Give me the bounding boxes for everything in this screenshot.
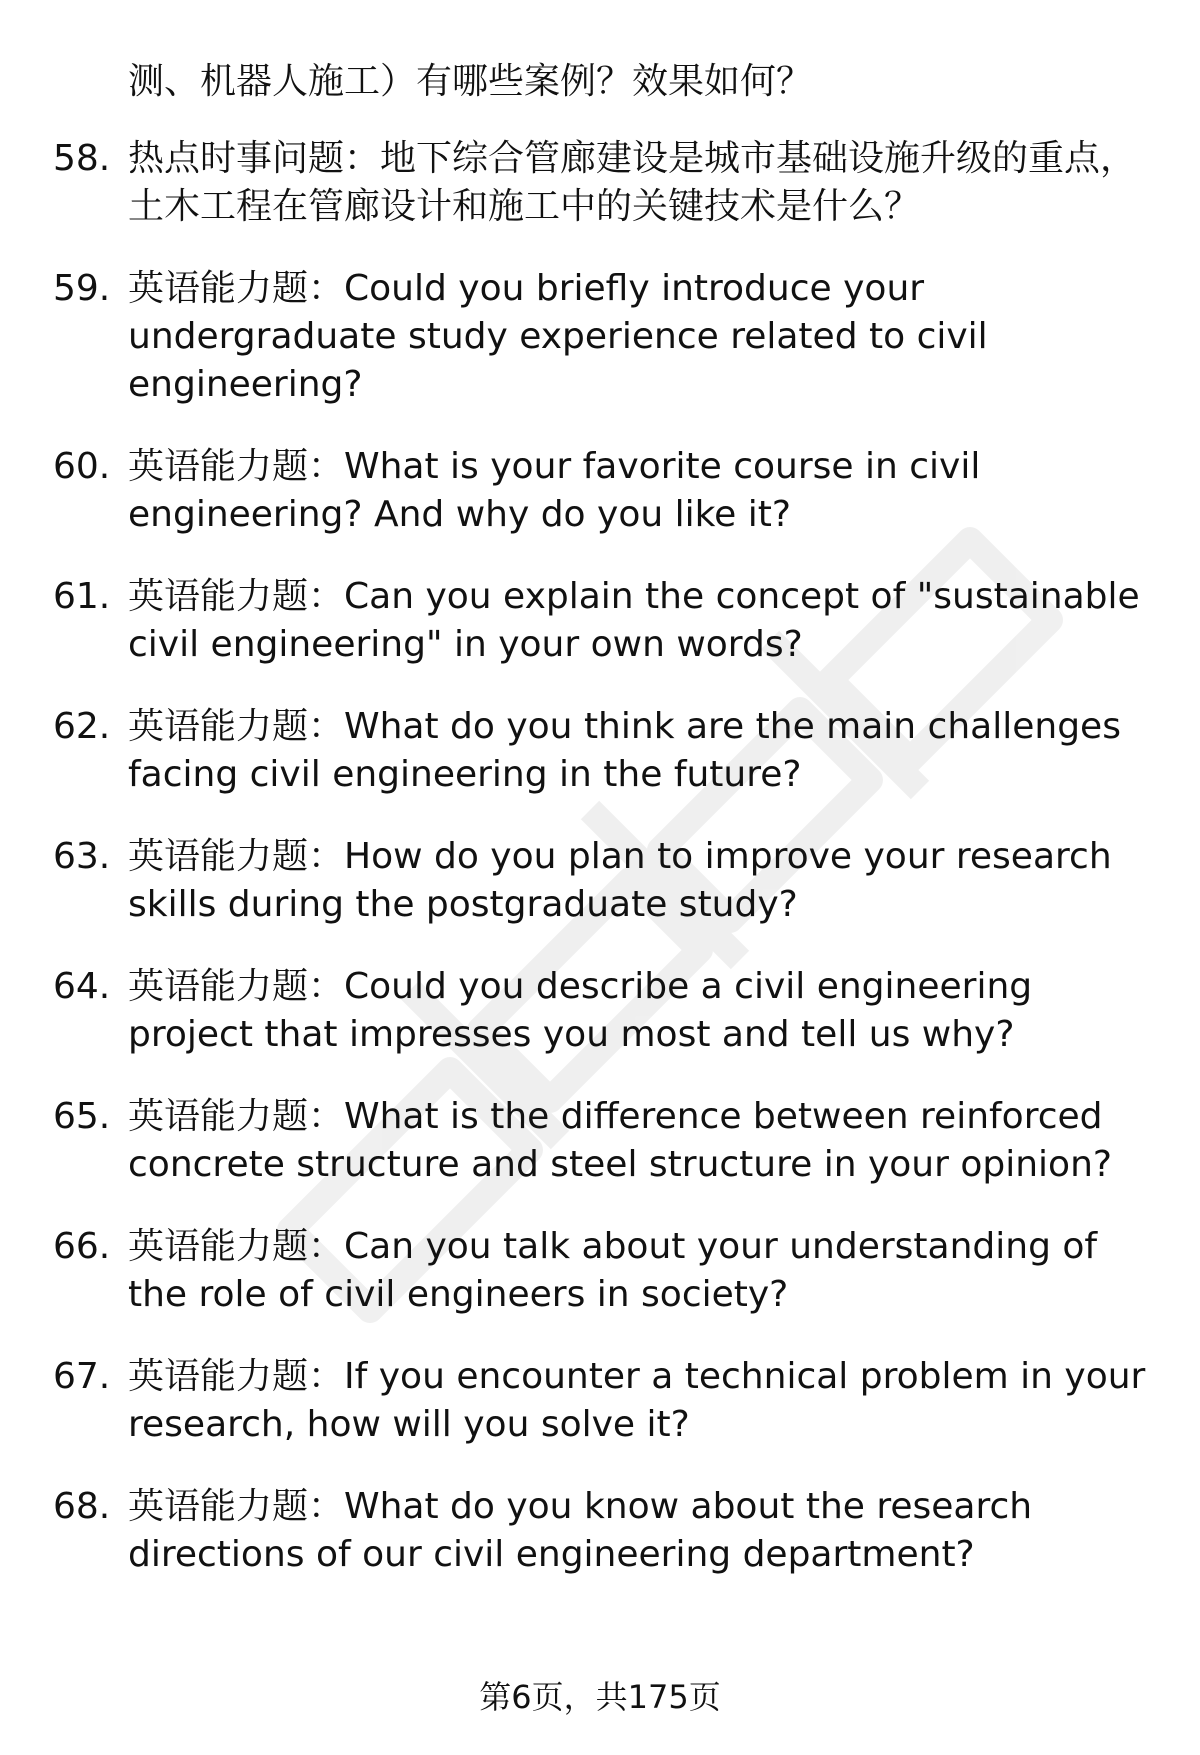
question-number: 58. [53,138,111,179]
question-number: 60. [53,446,111,487]
question-text: 英语能力题：Can you explain the concept of "sustainable civil engineering" in your own words? [128,576,1140,665]
question-text: 英语能力题：If you encounter a technical problem in your research, how will you solve it? [128,1356,1146,1445]
question-text: 英语能力题：Can you talk about your understanding of the role of civil engineers in society? [128,1226,1098,1315]
question-text: 英语能力题：What is the difference between reinforced concrete structure and steel structure in your opinion? [128,1096,1113,1185]
question-number: 62. [53,706,111,747]
question-text: 英语能力题：What do you know about the research directions of our civil engineering department? [128,1486,1033,1575]
question-number: 67. [53,1356,111,1397]
question-text: 英语能力题：What is your favorite course in civil engineering? And why do you like it? [128,446,981,535]
question-item [0,1483,1200,1579]
question-text: 英语能力题：What do you think are the main challenges facing civil engineering in the future? [128,706,1121,795]
question-number: 63. [53,836,111,877]
question-item [0,135,1200,231]
question-list [0,135,1200,1613]
question-item [0,1093,1200,1189]
question-item [0,1353,1200,1449]
question-text: 英语能力题：Could you briefly introduce your undergraduate study experience related to civil engineering? [128,268,988,405]
question-text: 英语能力题：How do you plan to improve your research skills during the postgraduate study? [128,836,1112,925]
question-number: 65. [53,1096,111,1137]
question-number: 66. [53,1226,111,1267]
page-footer: 第6页，共175页 [479,1678,721,1716]
question-number: 64. [53,966,111,1007]
question-item [0,265,1200,409]
question-number: 59. [53,268,111,309]
question-item [0,1223,1200,1319]
question-number: 68. [53,1486,111,1527]
question-item [0,573,1200,669]
question-text: 热点时事问题：地下综合管廊建设是城市基础设施升级的重点，土木工程在管廊设计和施工中的关键技术是什么？ [128,138,1137,227]
question-text: 英语能力题：Could you describe a civil engineering project that impresses you most and tell us why? [128,966,1033,1055]
continued-question-text: 测、机器人施工）有哪些案例？效果如何？ [128,61,813,102]
question-item [0,833,1200,929]
question-item [0,703,1200,799]
question-number: 61. [53,576,111,617]
question-item [0,443,1200,539]
question-item [0,963,1200,1059]
